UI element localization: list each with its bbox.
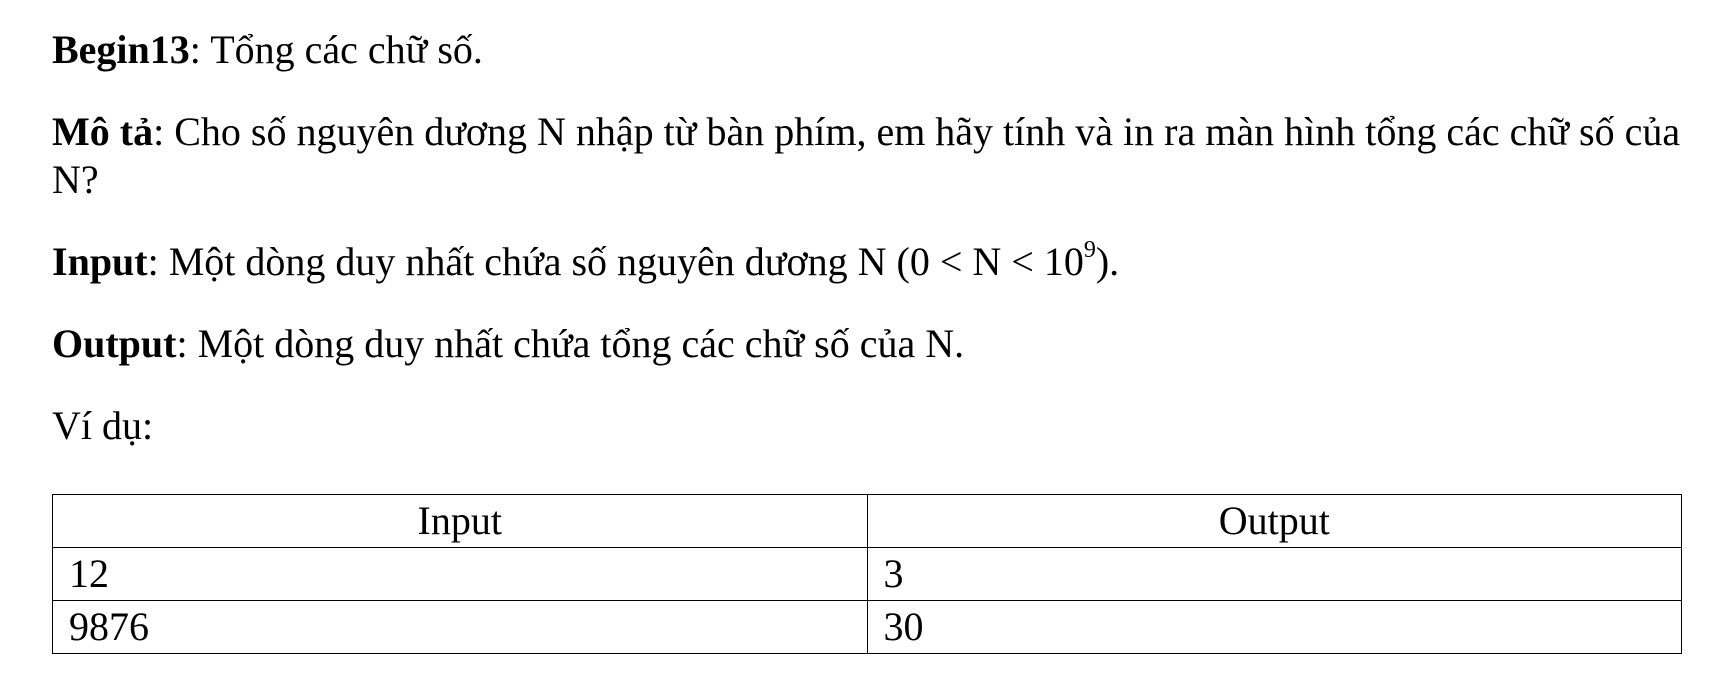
output-text: : Một dòng duy nhất chứa tổng các chữ số của N. xyxy=(176,321,965,366)
output-spec xyxy=(52,320,1682,368)
problem-title-text: : Tổng các chữ số. xyxy=(189,27,483,72)
cell-output: 3 xyxy=(867,548,1682,601)
table-row xyxy=(53,601,1682,654)
cell-input: 9876 xyxy=(53,601,868,654)
input-spec xyxy=(52,238,1682,286)
description-label: Mô tả xyxy=(52,109,154,154)
header-input: Input xyxy=(53,495,868,548)
description-text: : Cho số nguyên dương N nhập từ bàn phím, em hãy tính và in ra màn hình tổng các chữ số của N? xyxy=(52,109,1681,202)
problem-id: Begin13 xyxy=(52,27,190,72)
header-output: Output xyxy=(867,495,1682,548)
problem-title xyxy=(52,26,1682,74)
problem-description xyxy=(52,108,1682,204)
input-exponent: 9 xyxy=(1083,236,1096,263)
cell-output: 30 xyxy=(867,601,1682,654)
input-text-end: ). xyxy=(1095,239,1120,284)
input-text: : Một dòng duy nhất chứa số nguyên dương N (0 < N < 10 xyxy=(147,239,1084,284)
table-header-row xyxy=(53,495,1682,548)
example-label: Ví dụ: xyxy=(52,403,154,448)
problem-statement xyxy=(52,26,1682,484)
cell-input: 12 xyxy=(53,548,868,601)
example-table xyxy=(52,494,1682,654)
input-label: Input xyxy=(52,239,148,284)
table-row xyxy=(53,548,1682,601)
output-label: Output xyxy=(52,321,177,366)
